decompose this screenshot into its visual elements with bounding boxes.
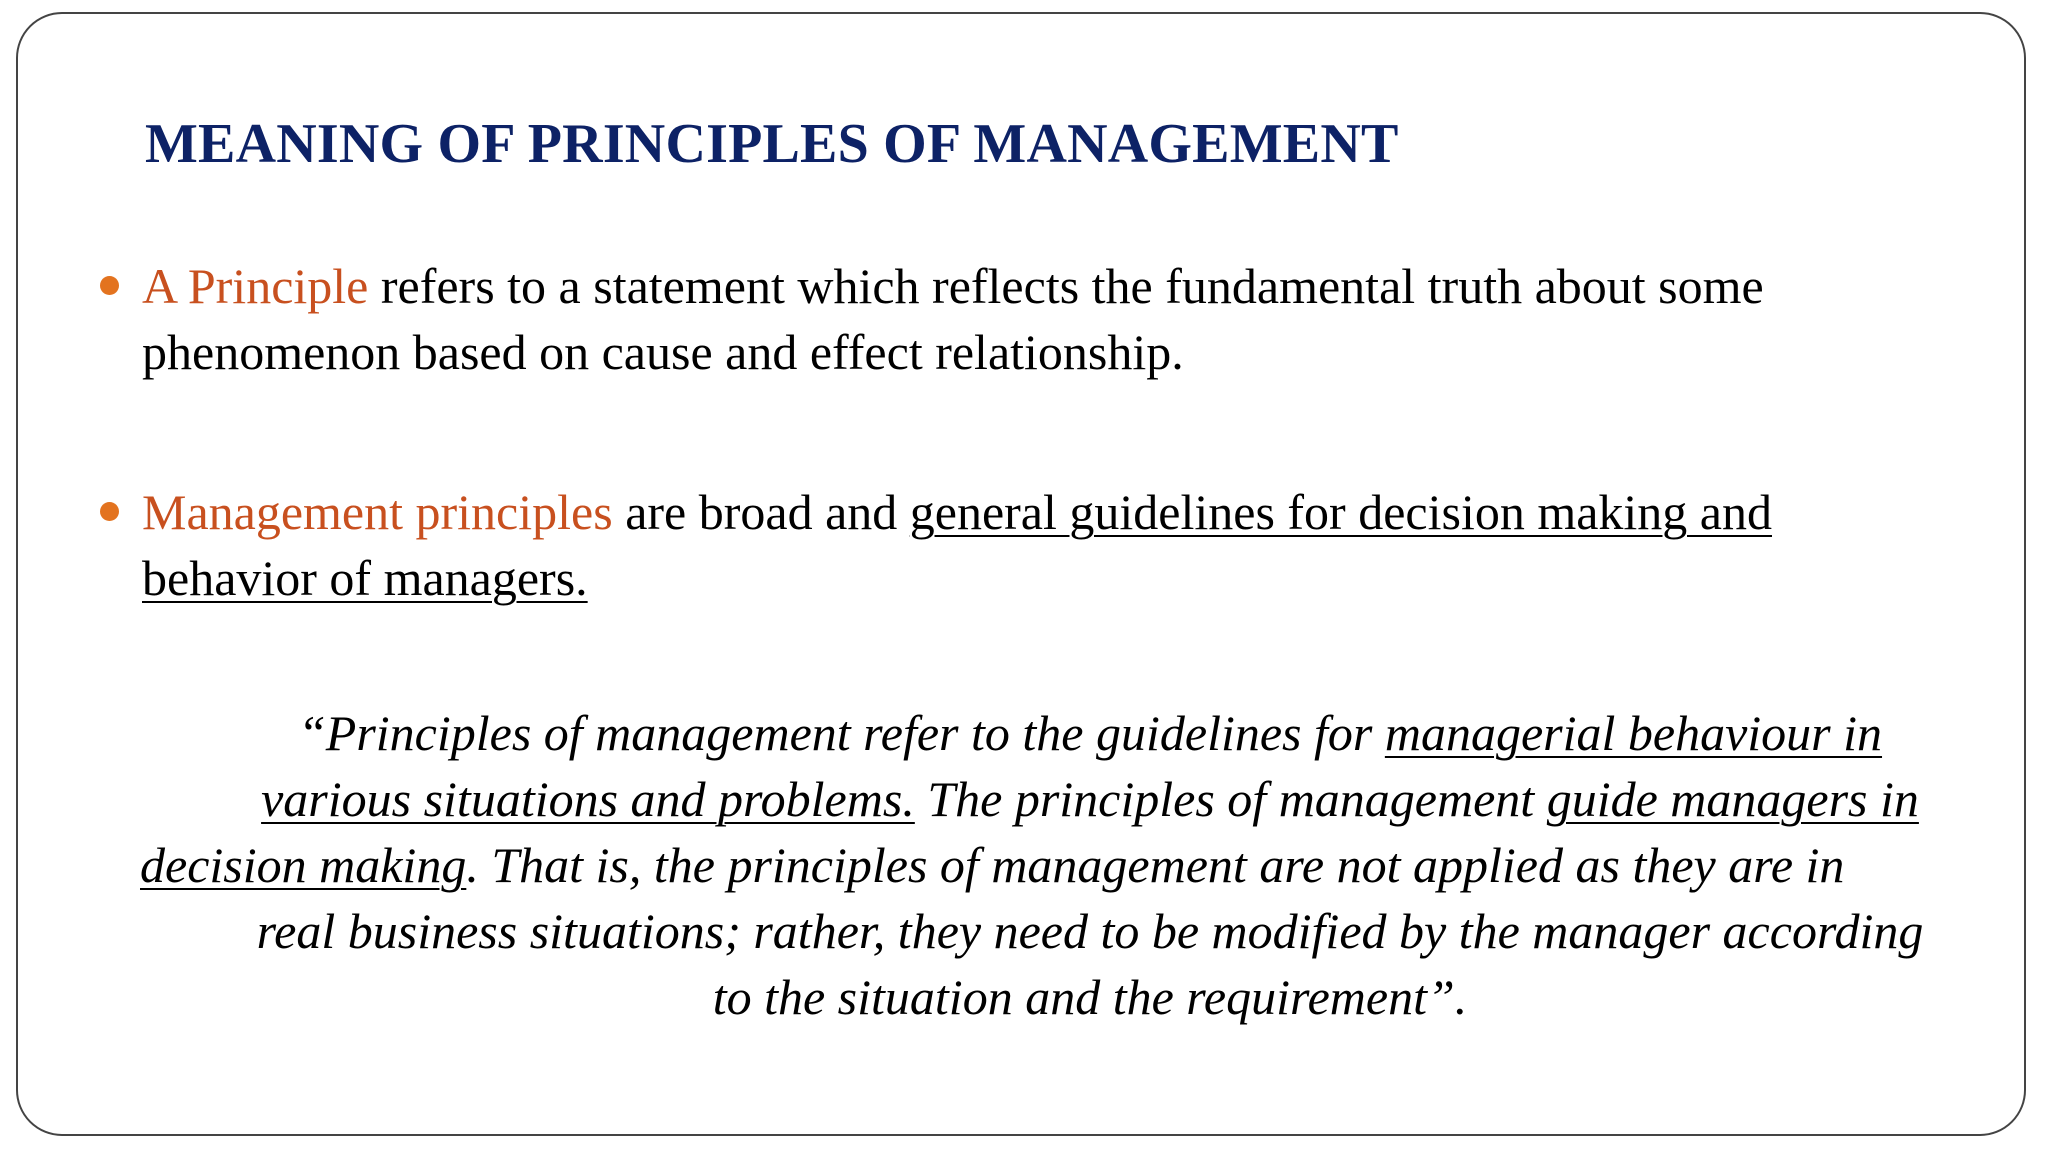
bullet-dot-icon — [100, 276, 119, 295]
quote-line3-plain: . That is, the principles of management are not applied as they are in — [466, 837, 1845, 893]
bullet-1-text — [142, 253, 2022, 385]
bullet-1-line2: phenomenon based on cause and effect relationship. — [142, 324, 1184, 380]
definition-quote — [140, 700, 2040, 1030]
quote-line5: to the situation and the requirement”. — [712, 969, 1468, 1025]
bullet-2-line2-underlined: behavior of managers. — [142, 550, 588, 606]
quote-line3-underlined: decision making — [140, 837, 467, 893]
bullet-1 — [100, 276, 140, 296]
bullet-1-line1: refers to a statement which reflects the fundamental truth about some — [368, 258, 1764, 314]
quote-line1-underlined: managerial behaviour in — [1384, 705, 1883, 761]
quote-line4: real business situations; rather, they need to be modified by the manager according — [256, 903, 1924, 959]
bullet-2-text — [142, 479, 2022, 611]
bullet-dot-icon — [100, 502, 119, 521]
quote-line2-plain: The principles of management — [914, 771, 1547, 827]
slide-title: MEANING OF PRINCIPLES OF MANAGEMENT — [145, 113, 1399, 175]
term-management-principles: Management principles — [142, 484, 613, 540]
bullet-2-line1-plain: are broad and — [612, 484, 910, 540]
quote-line2-underlined: various situations and problems. — [261, 771, 915, 827]
quote-line1-plain: “Principles of management refer to the guidelines for — [297, 705, 1385, 761]
term-a-principle: A Principle — [142, 258, 369, 314]
bullet-2-line1-underlined: general guidelines for decision making and — [909, 484, 1772, 540]
bullet-2 — [100, 502, 140, 522]
quote-line2-underlined-2: guide managers in — [1546, 771, 1919, 827]
